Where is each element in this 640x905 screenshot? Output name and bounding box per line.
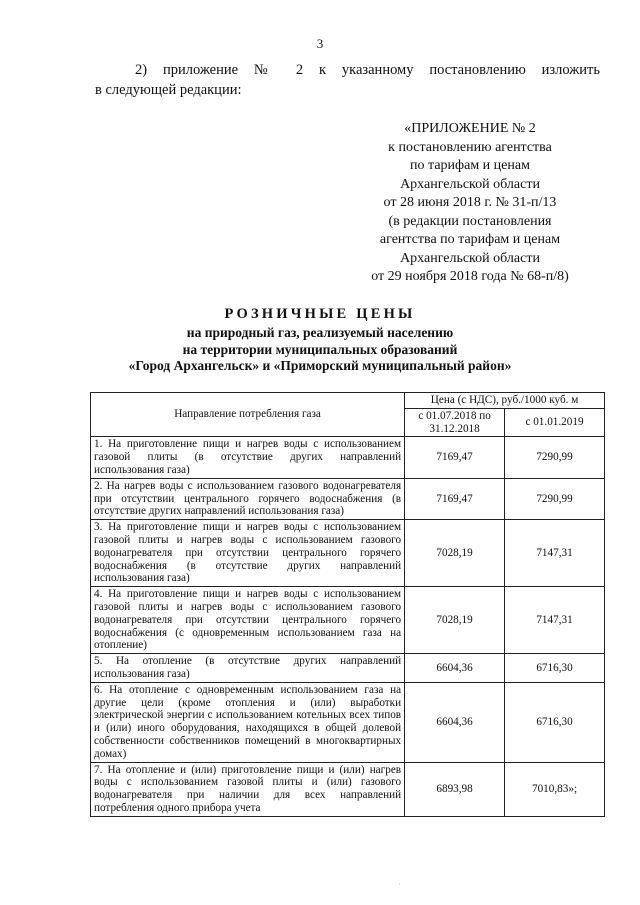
heading-subtitle-line: «Город Архангельск» и «Приморский муниципальный район» [128,358,512,373]
row-price-period-1: 7169,47 [405,478,505,519]
appendix-line: (в редакции постановления [388,213,552,229]
row-price-period-1: 6604,36 [405,654,505,683]
row-description: 2. На нагрев воды с использованием газового водонагревателя при отсутствии центрального горячего водоснабжения (в отсутствие других направлений использования газа) [91,478,405,519]
table-row [91,682,605,762]
heading-subtitle-line: на территории муниципальных образований [182,341,458,357]
header-price: Цена (с НДС), руб./1000 куб. м [405,393,605,409]
appendix-line: к постановлению агентства [388,139,552,155]
row-description: 3. На приготовление пищи и нагрев воды с использованием газовой плиты и нагрев воды с использованием газового водонагревателя при отсутствии центрального горячего водоснабжения (в отсутствие других направлений использования газа) [91,520,405,587]
row-description: 1. На приготовление пищи и нагрев воды с использованием газовой плиты (в отсутствие других направлений использования газа) [91,437,405,478]
header-period-2: с 01.01.2019 [505,408,605,437]
row-price-period-1: 6604,36 [405,682,505,762]
row-price-period-2: 7147,31 [505,587,605,654]
row-price-period-2: 6716,30 [505,654,605,683]
row-price-period-1: 7169,47 [405,437,505,478]
row-description: 6. На отопление с одновременным использованием газа на другие цели (кроме отопления и (или) выработки электрической энергии с использованием котельных всех типов и (или) иного оборудования, находящихся в общей долевой собственности собственников помещений в многоквартирных домах) [91,682,405,762]
row-description: 4. На приготовление пищи и нагрев воды с использованием газовой плиты и нагрев воды с использованием газового водонагревателя при отсутствии центрального горячего водоснабжения (с одновременным использованием газа на отопление) [91,587,405,654]
table-row [91,654,605,683]
document-heading [0,306,640,375]
table-row [91,478,605,519]
row-price-period-2: 6716,30 [505,682,605,762]
heading-subtitle-line: на природный газ, реализуемый населению [186,325,454,340]
row-description: 7. На отопление и (или) приготовление пищи и (или) нагрев воды с использованием газовой плиты и (или) газового водонагревателя при наличии для всех направлений потребления одного прибора учета [91,762,405,816]
heading-title: РОЗНИЧНЫЕ ЦЕНЫ [224,306,416,322]
page-number: 3 [316,36,324,51]
appendix-line: агентства по тарифам и ценам [379,232,561,247]
row-price-period-2: 7010,83»; [505,762,605,816]
row-price-period-1: 7028,19 [405,587,505,654]
appendix-line: Архангельской области [400,250,540,266]
appendix-line: по тарифам и ценам [410,158,530,173]
row-price-period-2: 7290,99 [505,437,605,478]
row-price-period-1: 7028,19 [405,520,505,587]
intro-line-1: 2) приложение № 2 к указанному постановлению изложить [135,62,600,78]
table-row [91,762,605,816]
row-description: 5. На отопление (в отсутствие других направлений использования газа) [91,654,405,683]
price-table [90,392,605,817]
row-price-period-1: 6893,98 [405,762,505,816]
row-price-period-2: 7290,99 [505,478,605,519]
appendix-line: Архангельской области [400,176,540,192]
table-row [91,520,605,587]
scan-mark: · [398,880,401,889]
appendix-line: от 28 июня 2018 г. № 31-п/13 [383,195,557,210]
table-row [91,437,605,478]
intro-line-2: в следующей редакции: [95,82,242,98]
header-direction: Направление потребления газа [91,393,405,437]
appendix-block [350,120,590,287]
table-row [91,587,605,654]
appendix-line: от 29 ноября 2018 года № 68-п/8) [371,269,569,284]
intro-paragraph [95,60,600,100]
appendix-line: «ПРИЛОЖЕНИЕ № 2 [404,121,536,136]
row-price-period-2: 7147,31 [505,520,605,587]
header-period-1: с 01.07.2018 по 31.12.2018 [405,408,505,437]
